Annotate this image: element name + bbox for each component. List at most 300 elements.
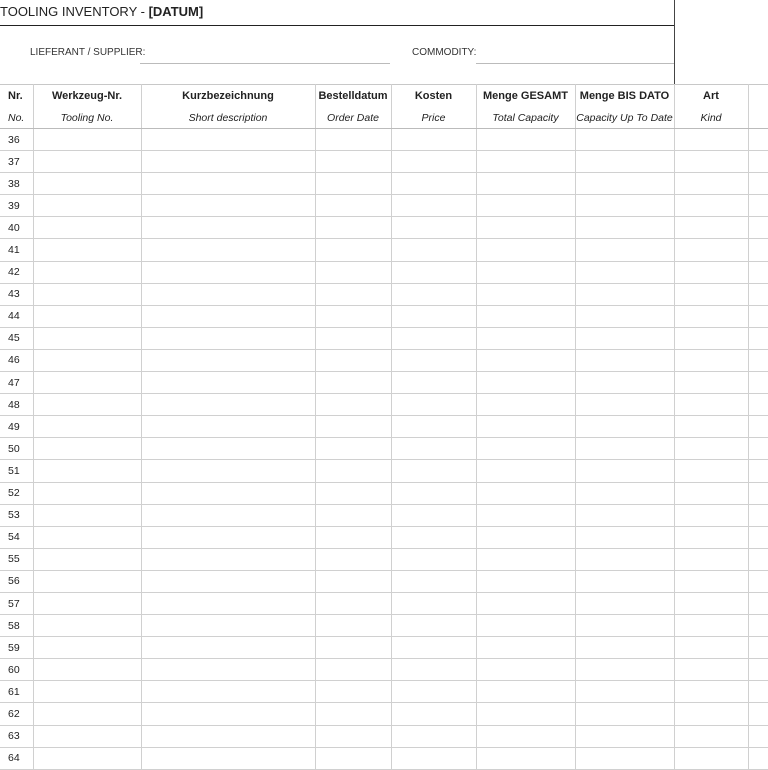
table-cell[interactable] — [391, 239, 476, 261]
table-cell[interactable] — [575, 129, 674, 151]
table-row — [0, 239, 768, 261]
table-cell[interactable] — [141, 725, 315, 747]
table-cell[interactable] — [476, 548, 575, 570]
table-cell[interactable] — [476, 394, 575, 416]
table-cell[interactable] — [674, 195, 748, 217]
table-cell[interactable] — [674, 681, 748, 703]
column-header-de: Nr. — [0, 85, 33, 108]
table-cell[interactable] — [674, 637, 748, 659]
table-cell[interactable] — [141, 570, 315, 592]
table-cell[interactable] — [476, 570, 575, 592]
table-cell[interactable] — [575, 349, 674, 371]
table-cell[interactable] — [748, 548, 768, 570]
table-cell[interactable] — [315, 239, 391, 261]
table-cell[interactable] — [315, 129, 391, 151]
row-number: 58 — [0, 615, 33, 637]
inventory-rows — [0, 129, 768, 770]
table-cell[interactable] — [476, 526, 575, 548]
table-row — [0, 372, 768, 394]
header-row-english — [0, 107, 768, 129]
table-cell[interactable] — [748, 460, 768, 482]
table-cell[interactable] — [315, 548, 391, 570]
table-cell[interactable] — [575, 261, 674, 283]
table-cell[interactable] — [476, 349, 575, 371]
table-cell[interactable] — [33, 438, 141, 460]
table-cell[interactable] — [315, 394, 391, 416]
table-cell[interactable] — [141, 747, 315, 769]
table-cell[interactable] — [391, 394, 476, 416]
table-cell[interactable] — [33, 217, 141, 239]
supplier-field[interactable] — [140, 63, 390, 64]
table-cell[interactable] — [476, 438, 575, 460]
table-cell[interactable] — [33, 327, 141, 349]
table-cell[interactable] — [674, 438, 748, 460]
table-cell[interactable] — [33, 570, 141, 592]
table-cell[interactable] — [391, 151, 476, 173]
table-cell[interactable] — [674, 129, 748, 151]
table-cell[interactable] — [33, 725, 141, 747]
table-cell[interactable] — [575, 681, 674, 703]
table-cell[interactable] — [476, 747, 575, 769]
table-row — [0, 548, 768, 570]
table-cell[interactable] — [315, 659, 391, 681]
table-cell[interactable] — [748, 416, 768, 438]
table-row — [0, 637, 768, 659]
table-cell[interactable] — [476, 592, 575, 614]
table-row — [0, 504, 768, 526]
table-cell[interactable] — [315, 305, 391, 327]
table-cell[interactable] — [315, 460, 391, 482]
column-header-en: Kind — [674, 107, 748, 129]
column-header-de: Kosten — [391, 85, 476, 108]
table-cell[interactable] — [33, 151, 141, 173]
table-cell[interactable] — [391, 548, 476, 570]
table-cell[interactable] — [391, 570, 476, 592]
table-cell[interactable] — [476, 416, 575, 438]
table-row — [0, 261, 768, 283]
table-cell[interactable] — [575, 438, 674, 460]
table-cell[interactable] — [748, 703, 768, 725]
table-cell[interactable] — [575, 173, 674, 195]
table-cell[interactable] — [674, 548, 748, 570]
table-cell[interactable] — [674, 504, 748, 526]
table-cell[interactable] — [315, 438, 391, 460]
table-cell[interactable] — [33, 659, 141, 681]
table-cell[interactable] — [674, 305, 748, 327]
table-cell[interactable] — [391, 526, 476, 548]
table-cell[interactable] — [748, 615, 768, 637]
table-cell[interactable] — [476, 283, 575, 305]
table-cell[interactable] — [141, 217, 315, 239]
table-cell[interactable] — [476, 129, 575, 151]
table-cell[interactable] — [748, 129, 768, 151]
table-cell[interactable] — [748, 327, 768, 349]
table-cell[interactable] — [575, 372, 674, 394]
table-cell[interactable] — [141, 349, 315, 371]
table-cell[interactable] — [674, 261, 748, 283]
table-cell[interactable] — [674, 394, 748, 416]
title-text: TOOLING INVENTORY - — [0, 4, 149, 19]
table-cell[interactable] — [141, 637, 315, 659]
table-cell[interactable] — [391, 372, 476, 394]
table-cell[interactable] — [575, 482, 674, 504]
table-cell[interactable] — [674, 482, 748, 504]
column-header-de: Art — [674, 85, 748, 108]
table-cell[interactable] — [33, 394, 141, 416]
inventory-table — [0, 84, 768, 770]
table-cell[interactable] — [476, 659, 575, 681]
table-cell[interactable] — [476, 703, 575, 725]
column-header-en: Order Date — [315, 107, 391, 129]
table-cell[interactable] — [575, 548, 674, 570]
table-row — [0, 681, 768, 703]
table-cell[interactable] — [748, 217, 768, 239]
table-row — [0, 747, 768, 769]
table-cell[interactable] — [674, 703, 748, 725]
table-cell[interactable] — [748, 570, 768, 592]
table-cell[interactable] — [33, 129, 141, 151]
table-cell[interactable] — [674, 151, 748, 173]
table-cell[interactable] — [141, 504, 315, 526]
table-cell[interactable] — [674, 615, 748, 637]
table-cell[interactable] — [141, 195, 315, 217]
table-cell[interactable] — [391, 217, 476, 239]
table-cell[interactable] — [315, 526, 391, 548]
table-cell[interactable] — [315, 592, 391, 614]
table-cell[interactable] — [391, 261, 476, 283]
row-number: 42 — [0, 261, 33, 283]
table-cell[interactable] — [391, 173, 476, 195]
table-cell[interactable] — [315, 173, 391, 195]
table-cell[interactable] — [391, 460, 476, 482]
table-cell[interactable] — [575, 327, 674, 349]
table-cell[interactable] — [674, 592, 748, 614]
table-cell[interactable] — [33, 548, 141, 570]
column-header-en: Price — [391, 107, 476, 129]
column-header-de: Bestelldatum — [315, 85, 391, 108]
table-cell[interactable] — [476, 151, 575, 173]
row-number: 51 — [0, 460, 33, 482]
table-cell[interactable] — [141, 526, 315, 548]
row-number: 50 — [0, 438, 33, 460]
table-cell[interactable] — [575, 460, 674, 482]
row-number: 49 — [0, 416, 33, 438]
table-cell[interactable] — [33, 173, 141, 195]
table-row — [0, 460, 768, 482]
table-cell[interactable] — [33, 195, 141, 217]
table-cell[interactable] — [315, 416, 391, 438]
table-cell[interactable] — [575, 195, 674, 217]
table-cell[interactable] — [315, 637, 391, 659]
table-cell[interactable] — [33, 460, 141, 482]
table-cell[interactable] — [575, 239, 674, 261]
table-cell[interactable] — [476, 217, 575, 239]
table-cell[interactable] — [476, 725, 575, 747]
table-cell[interactable] — [748, 283, 768, 305]
table-cell[interactable] — [315, 195, 391, 217]
table-cell[interactable] — [748, 195, 768, 217]
table-cell[interactable] — [33, 283, 141, 305]
table-row — [0, 615, 768, 637]
table-cell[interactable] — [674, 659, 748, 681]
table-cell[interactable] — [141, 460, 315, 482]
table-cell[interactable] — [476, 460, 575, 482]
table-cell[interactable] — [575, 725, 674, 747]
table-cell[interactable] — [33, 416, 141, 438]
table-cell[interactable] — [391, 504, 476, 526]
column-header-en: Tooling No. — [33, 107, 141, 129]
table-cell[interactable] — [33, 372, 141, 394]
table-cell[interactable] — [141, 482, 315, 504]
table-cell[interactable] — [748, 394, 768, 416]
table-cell[interactable] — [476, 305, 575, 327]
table-cell[interactable] — [575, 416, 674, 438]
table-cell[interactable] — [476, 681, 575, 703]
table-cell[interactable] — [391, 283, 476, 305]
table-cell[interactable] — [141, 151, 315, 173]
table-cell[interactable] — [315, 504, 391, 526]
table-cell[interactable] — [391, 592, 476, 614]
table-cell[interactable] — [141, 548, 315, 570]
table-row — [0, 394, 768, 416]
table-cell[interactable] — [315, 747, 391, 769]
table-cell[interactable] — [391, 416, 476, 438]
table-cell[interactable] — [748, 504, 768, 526]
table-cell[interactable] — [575, 703, 674, 725]
column-header-en — [748, 107, 768, 129]
table-cell[interactable] — [748, 438, 768, 460]
row-number: 41 — [0, 239, 33, 261]
table-cell[interactable] — [476, 261, 575, 283]
table-cell[interactable] — [748, 349, 768, 371]
row-number: 53 — [0, 504, 33, 526]
table-row — [0, 570, 768, 592]
table-row — [0, 151, 768, 173]
table-cell[interactable] — [391, 747, 476, 769]
header-row-german — [0, 85, 768, 108]
row-number: 64 — [0, 747, 33, 769]
table-cell[interactable] — [391, 438, 476, 460]
table-cell[interactable] — [391, 725, 476, 747]
table-cell[interactable] — [575, 504, 674, 526]
table-cell[interactable] — [748, 239, 768, 261]
table-cell[interactable] — [748, 372, 768, 394]
table-cell[interactable] — [391, 659, 476, 681]
table-cell[interactable] — [674, 349, 748, 371]
table-cell[interactable] — [33, 482, 141, 504]
table-cell[interactable] — [575, 659, 674, 681]
table-cell[interactable] — [575, 747, 674, 769]
column-header-en: No. — [0, 107, 33, 129]
row-number: 45 — [0, 327, 33, 349]
table-cell[interactable] — [476, 173, 575, 195]
column-header-en: Capacity Up To Date — [575, 107, 674, 129]
table-cell[interactable] — [476, 637, 575, 659]
row-number: 37 — [0, 151, 33, 173]
table-cell[interactable] — [476, 239, 575, 261]
table-row — [0, 349, 768, 371]
table-cell[interactable] — [748, 151, 768, 173]
table-cell[interactable] — [33, 681, 141, 703]
table-cell[interactable] — [748, 725, 768, 747]
document-title — [0, 4, 203, 19]
table-cell[interactable] — [748, 747, 768, 769]
table-cell[interactable] — [315, 615, 391, 637]
row-number: 52 — [0, 482, 33, 504]
table-cell[interactable] — [141, 615, 315, 637]
table-cell[interactable] — [141, 305, 315, 327]
table-cell[interactable] — [315, 482, 391, 504]
row-number: 40 — [0, 217, 33, 239]
table-cell[interactable] — [141, 394, 315, 416]
row-number: 62 — [0, 703, 33, 725]
table-row — [0, 482, 768, 504]
supplier-label: LIEFERANT / SUPPLIER: — [30, 47, 146, 58]
title-underline — [0, 25, 675, 26]
table-cell[interactable] — [315, 349, 391, 371]
table-cell[interactable] — [315, 570, 391, 592]
row-number: 55 — [0, 548, 33, 570]
table-cell[interactable] — [575, 526, 674, 548]
table-cell[interactable] — [141, 129, 315, 151]
table-cell[interactable] — [575, 151, 674, 173]
commodity-label: COMMODITY: — [412, 47, 477, 58]
table-cell[interactable] — [141, 659, 315, 681]
table-cell[interactable] — [674, 239, 748, 261]
table-cell[interactable] — [33, 239, 141, 261]
table-row — [0, 327, 768, 349]
table-cell[interactable] — [674, 327, 748, 349]
table-cell[interactable] — [141, 327, 315, 349]
table-cell[interactable] — [476, 327, 575, 349]
table-row — [0, 438, 768, 460]
table-cell[interactable] — [748, 637, 768, 659]
table-cell[interactable] — [141, 438, 315, 460]
table-row — [0, 703, 768, 725]
table-cell[interactable] — [33, 349, 141, 371]
table-cell[interactable] — [315, 261, 391, 283]
table-cell[interactable] — [674, 217, 748, 239]
table-cell[interactable] — [674, 725, 748, 747]
table-cell[interactable] — [315, 703, 391, 725]
table-cell[interactable] — [391, 349, 476, 371]
table-cell[interactable] — [141, 239, 315, 261]
table-cell[interactable] — [748, 261, 768, 283]
column-header-de: Kurzbezeichnung — [141, 85, 315, 108]
table-cell[interactable] — [315, 151, 391, 173]
table-row — [0, 305, 768, 327]
column-header-en: Short description — [141, 107, 315, 129]
table-cell[interactable] — [674, 570, 748, 592]
table-cell[interactable] — [33, 305, 141, 327]
table-cell[interactable] — [391, 327, 476, 349]
table-cell[interactable] — [391, 305, 476, 327]
table-cell[interactable] — [141, 173, 315, 195]
table-cell[interactable] — [575, 283, 674, 305]
table-cell[interactable] — [748, 592, 768, 614]
table-cell[interactable] — [674, 372, 748, 394]
table-cell[interactable] — [575, 570, 674, 592]
table-cell[interactable] — [141, 416, 315, 438]
table-cell[interactable] — [33, 615, 141, 637]
table-cell[interactable] — [33, 747, 141, 769]
table-cell[interactable] — [674, 460, 748, 482]
table-cell[interactable] — [575, 615, 674, 637]
table-cell[interactable] — [315, 327, 391, 349]
table-cell[interactable] — [141, 372, 315, 394]
table-cell[interactable] — [141, 261, 315, 283]
table-cell[interactable] — [33, 526, 141, 548]
table-cell[interactable] — [33, 261, 141, 283]
table-row — [0, 659, 768, 681]
table-cell[interactable] — [476, 482, 575, 504]
table-cell[interactable] — [748, 681, 768, 703]
table-cell[interactable] — [575, 217, 674, 239]
table-cell[interactable] — [315, 681, 391, 703]
table-cell[interactable] — [391, 703, 476, 725]
table-cell[interactable] — [391, 681, 476, 703]
table-cell[interactable] — [748, 526, 768, 548]
table-cell[interactable] — [575, 592, 674, 614]
table-cell[interactable] — [748, 173, 768, 195]
table-cell[interactable] — [391, 615, 476, 637]
table-cell[interactable] — [476, 615, 575, 637]
table-cell[interactable] — [476, 504, 575, 526]
table-cell[interactable] — [391, 482, 476, 504]
column-header-de: Menge GESAMT — [476, 85, 575, 108]
row-number: 54 — [0, 526, 33, 548]
table-cell[interactable] — [674, 747, 748, 769]
table-cell[interactable] — [476, 195, 575, 217]
row-number: 36 — [0, 129, 33, 151]
table-row — [0, 195, 768, 217]
table-cell[interactable] — [575, 305, 674, 327]
table-cell[interactable] — [315, 725, 391, 747]
row-number: 48 — [0, 394, 33, 416]
table-cell[interactable] — [315, 372, 391, 394]
table-row — [0, 217, 768, 239]
table-cell[interactable] — [674, 283, 748, 305]
table-row — [0, 173, 768, 195]
table-cell[interactable] — [33, 637, 141, 659]
table-cell[interactable] — [141, 681, 315, 703]
table-cell[interactable] — [33, 592, 141, 614]
table-cell[interactable] — [315, 217, 391, 239]
table-cell[interactable] — [674, 416, 748, 438]
table-cell[interactable] — [748, 482, 768, 504]
table-cell[interactable] — [674, 173, 748, 195]
table-cell[interactable] — [141, 283, 315, 305]
table-cell[interactable] — [748, 305, 768, 327]
row-number: 43 — [0, 283, 33, 305]
table-cell[interactable] — [748, 659, 768, 681]
table-cell[interactable] — [674, 526, 748, 548]
commodity-field[interactable] — [476, 63, 674, 64]
table-cell[interactable] — [141, 592, 315, 614]
table-cell[interactable] — [315, 283, 391, 305]
table-cell[interactable] — [33, 703, 141, 725]
table-cell[interactable] — [141, 703, 315, 725]
table-cell[interactable] — [575, 637, 674, 659]
table-cell[interactable] — [476, 372, 575, 394]
table-cell[interactable] — [33, 504, 141, 526]
table-cell[interactable] — [391, 129, 476, 151]
table-cell[interactable] — [575, 394, 674, 416]
table-cell[interactable] — [391, 637, 476, 659]
row-number: 46 — [0, 349, 33, 371]
table-cell[interactable] — [391, 195, 476, 217]
column-header-en: Total Capacity — [476, 107, 575, 129]
